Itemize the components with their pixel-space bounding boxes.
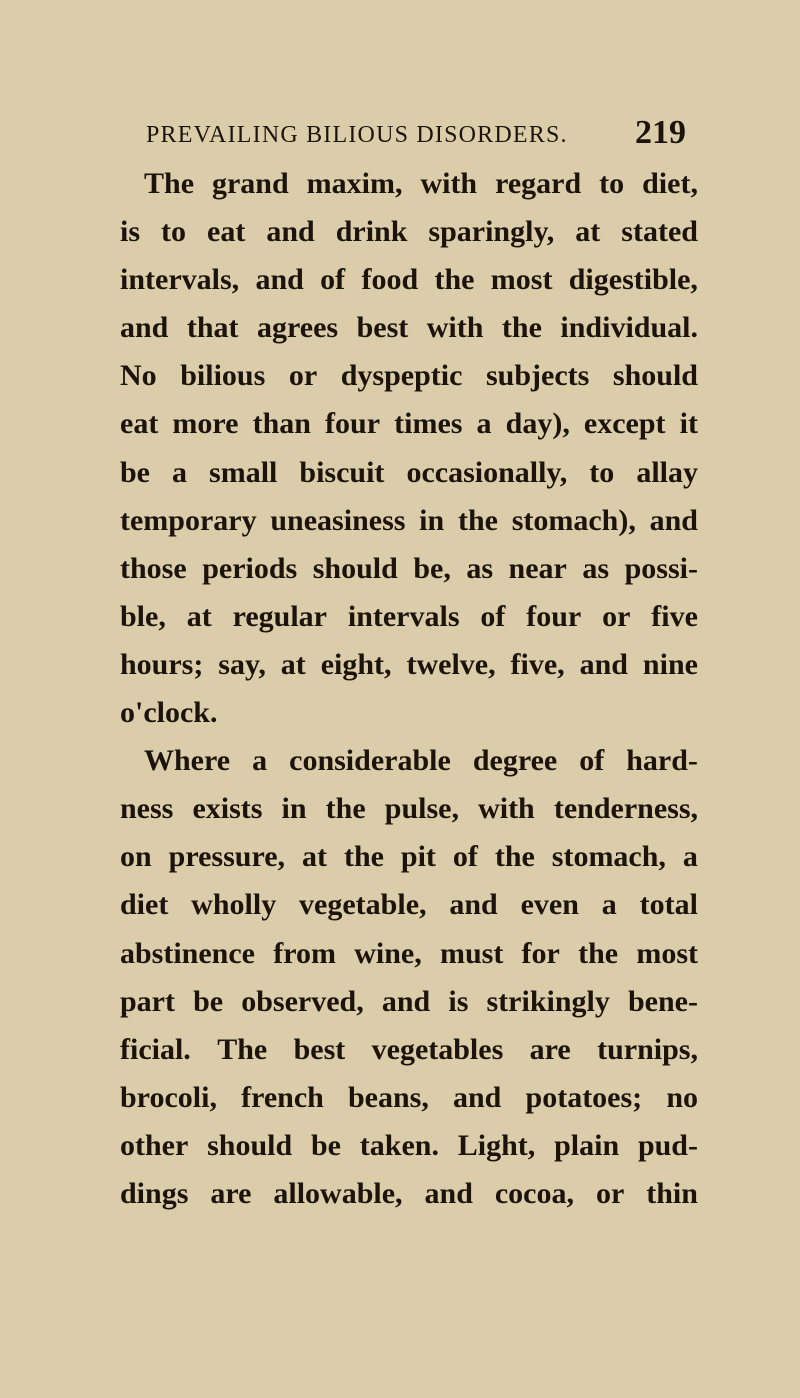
word: other [120, 1128, 189, 1162]
word: that [186, 311, 239, 345]
word: eat [120, 407, 159, 441]
word: at [186, 599, 212, 633]
word: eat [207, 215, 246, 249]
word: be, [413, 551, 451, 585]
word: four [526, 599, 582, 633]
word: are [529, 1032, 571, 1066]
word: it [679, 407, 698, 441]
word: of [320, 263, 346, 297]
text-line [120, 593, 698, 641]
word: a [252, 744, 268, 778]
word: dyspeptic [340, 359, 463, 393]
word: or [602, 599, 631, 633]
word: the [325, 792, 366, 826]
text-line [120, 1122, 698, 1170]
word: regular [232, 599, 327, 633]
word: The [217, 1032, 268, 1066]
word: in [419, 503, 445, 537]
word: for [521, 936, 560, 970]
word: best [356, 311, 409, 345]
word: stomach, [551, 840, 666, 874]
word: the [343, 840, 384, 874]
word: should [612, 359, 698, 393]
word: is [448, 984, 469, 1018]
word: drink [335, 215, 408, 249]
word: occasionally, [406, 455, 568, 489]
text-line [120, 160, 698, 208]
word: intervals, [120, 263, 240, 297]
word: with [426, 311, 484, 345]
word: diet, [642, 167, 698, 200]
word: best [293, 1032, 346, 1066]
word: the [434, 263, 475, 297]
word: hours; [120, 647, 204, 681]
text-line [120, 1026, 698, 1074]
word: with [420, 167, 478, 200]
word: a [476, 407, 492, 441]
text-line [120, 930, 698, 978]
word: to [599, 167, 625, 200]
text-line [120, 785, 698, 833]
word: digestible, [568, 263, 698, 297]
text-line [120, 881, 698, 929]
word: total [639, 888, 698, 922]
word: french [241, 1080, 324, 1114]
word: wine, [354, 936, 422, 970]
word: stomach), [511, 503, 636, 537]
word: tenderness, [553, 792, 698, 826]
word: plain [554, 1128, 620, 1162]
word: from [273, 936, 336, 970]
word: stated [621, 215, 698, 249]
word: the [501, 311, 542, 345]
text-line [120, 737, 698, 785]
word: are [210, 1176, 252, 1210]
word: regard [495, 167, 582, 200]
word: food [361, 263, 419, 297]
word: is [120, 215, 141, 249]
word: beans, [348, 1080, 429, 1114]
word: of [452, 840, 478, 874]
word: on [120, 840, 152, 874]
word: part [120, 984, 175, 1018]
word: times [394, 407, 463, 441]
word: those [120, 551, 187, 585]
word: exists [192, 792, 263, 826]
text-line [120, 304, 698, 352]
word: of [579, 744, 605, 778]
word: small [209, 455, 278, 489]
word: degree [472, 744, 558, 778]
word: and [424, 1176, 473, 1210]
word: the [494, 840, 535, 874]
word: must [439, 936, 504, 970]
text-line [120, 352, 698, 400]
word: vegetables [371, 1032, 504, 1066]
word: of [480, 599, 506, 633]
word: the [578, 936, 619, 970]
word: ness [120, 792, 174, 826]
word: at [280, 647, 306, 681]
word: more [172, 407, 239, 441]
text-line [120, 400, 698, 448]
word: day), [505, 407, 570, 441]
word: a [601, 888, 617, 922]
word: eight, [320, 647, 392, 681]
word: o'clock. [120, 696, 218, 730]
text-line [120, 208, 698, 256]
text-line [120, 689, 698, 737]
word: hard- [626, 744, 698, 778]
text-line [120, 833, 698, 881]
word: Where [144, 744, 231, 778]
word: thin [646, 1176, 698, 1210]
word: and [120, 311, 169, 345]
word: grand [211, 167, 289, 200]
word: to [161, 215, 187, 249]
word: uneasiness [270, 503, 406, 537]
word: cocoa, [494, 1176, 574, 1210]
word: turnips, [597, 1032, 698, 1066]
word: and [381, 984, 431, 1018]
text-line [120, 449, 698, 497]
word: allay [636, 455, 698, 489]
word: a [172, 455, 188, 489]
word: and [579, 647, 628, 681]
word: pulse, [384, 792, 459, 826]
word: be [193, 984, 224, 1018]
word: say, [218, 647, 266, 681]
word: The [144, 167, 195, 200]
page-header [146, 112, 686, 152]
word: agrees [257, 311, 339, 345]
text-line [120, 641, 698, 689]
word: intervals [347, 599, 460, 633]
word: pud- [637, 1128, 698, 1162]
word: diet [120, 888, 169, 922]
word: No [120, 359, 157, 393]
word: except [583, 407, 666, 441]
word: be [120, 455, 150, 489]
word: possi- [624, 551, 698, 585]
text-line [120, 497, 698, 545]
word: brocoli, [120, 1080, 217, 1114]
word: pit [400, 840, 436, 874]
word: a [682, 840, 698, 874]
word: and [266, 215, 315, 249]
word: periods [202, 551, 298, 585]
word: should [312, 551, 398, 585]
word: bilious [180, 359, 266, 393]
word: as [466, 551, 494, 585]
text-line [120, 256, 698, 304]
word: biscuit [299, 455, 385, 489]
word: pressure, [168, 840, 286, 874]
word: sparingly, [428, 215, 555, 249]
word: subjects [486, 359, 590, 393]
word: no [666, 1080, 698, 1114]
word: in [281, 792, 307, 826]
word: at [575, 215, 601, 249]
word: ficial. [120, 1032, 191, 1066]
word: should [207, 1128, 293, 1162]
word: and [649, 503, 698, 537]
word: potatoes; [525, 1080, 643, 1114]
word: and [453, 1080, 502, 1114]
word: dings [120, 1176, 189, 1210]
word: with [478, 792, 535, 826]
word: twelve, [406, 647, 496, 681]
word: wholly [191, 888, 277, 922]
word: observed, [241, 984, 364, 1018]
word: five [651, 599, 698, 633]
word: or [288, 359, 318, 393]
word: abstinence [120, 936, 255, 970]
word: to [589, 455, 615, 489]
word: vegetable, [299, 888, 427, 922]
word: the [457, 503, 498, 537]
word: temporary [120, 503, 257, 537]
word: considerable [289, 744, 451, 778]
body-text [120, 160, 698, 1218]
word: or [595, 1176, 625, 1210]
word: even [520, 888, 579, 922]
word: at [302, 840, 327, 874]
word: ble, [120, 599, 166, 633]
word: and [449, 888, 498, 922]
word: strikingly [486, 984, 610, 1018]
word: maxim, [306, 167, 403, 200]
text-line [120, 978, 698, 1026]
word: and [255, 263, 304, 297]
word: Light, [457, 1128, 536, 1162]
word: five, [510, 647, 565, 681]
word: allowable, [273, 1176, 403, 1210]
word: be [310, 1128, 341, 1162]
page-number: 219 [635, 114, 686, 151]
text-line [120, 545, 698, 593]
word: most [490, 263, 553, 297]
word: most [636, 936, 698, 970]
running-head: PREVAILING BILIOUS DISORDERS. [146, 122, 568, 148]
word: than [252, 407, 311, 441]
word: taken. [359, 1128, 439, 1162]
word: four [325, 407, 381, 441]
text-line [120, 1170, 698, 1218]
word: as [582, 551, 610, 585]
word: individual. [560, 311, 698, 345]
text-line [120, 1074, 698, 1122]
word: bene- [628, 984, 698, 1018]
word: near [508, 551, 567, 585]
word: nine [642, 647, 698, 681]
